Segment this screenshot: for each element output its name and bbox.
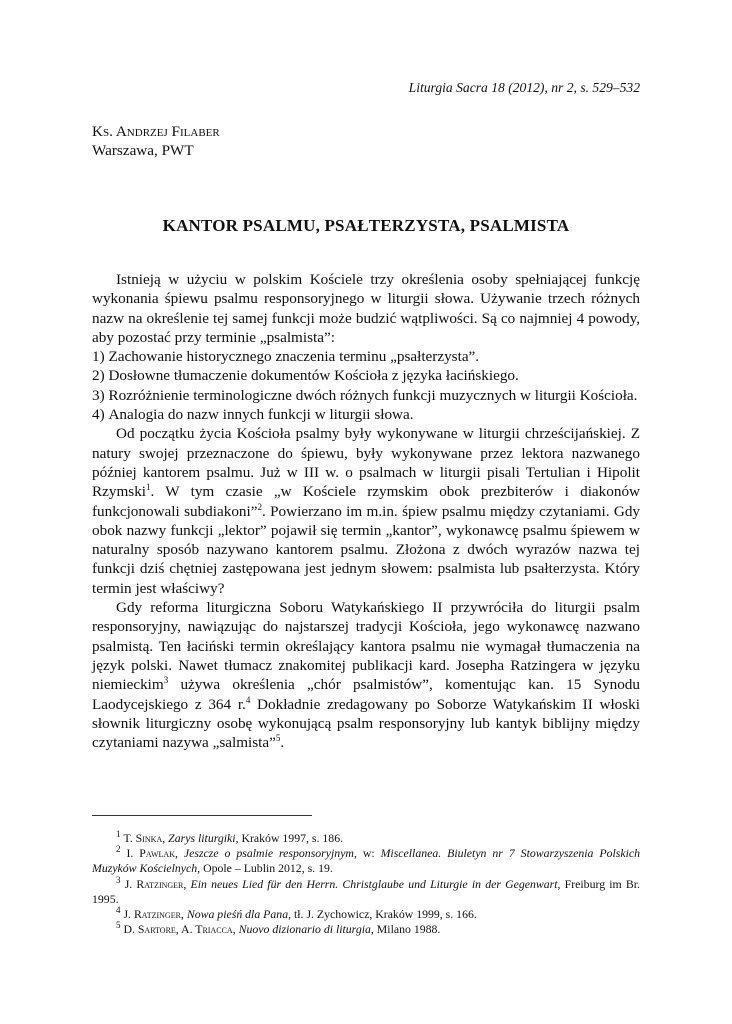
footnote-details: , w: [353,846,381,861]
text-run: używa określenia „chór psalmistów”, komentując kan. 15 Synodu Laodycejskiego z 364 r. [92,676,640,713]
reasons-list [92,347,640,424]
footnote-details: , Freiburg im Br. 1995. [92,876,641,906]
paragraph-history [92,424,640,598]
footnote-author: I. Pawlak [126,846,175,861]
list-item: 1) Zachowanie historycznego znaczenia terminu „psałterzysta”. [92,348,480,366]
footnote-title: Nuovo dizionario di liturgia [238,922,371,937]
footnote-title: Jeszcze o psalmie responsoryjnym [183,846,354,861]
footnote-details: , Kraków 1997, s. 186. [235,831,344,845]
footnote: $^1$ T. Sinka, Zarys liturgiki, Kraków 1997, s. 186. [116,829,344,845]
author-name: Ks. Andrzej Filaber [92,123,220,140]
footnote-author: T. Sinka [123,831,163,845]
text-run: . [280,734,285,752]
paragraph-reform [92,598,640,752]
text-run: Od początku życia Kościoła psalmy były wykonywane w liturgii chrześcijańskiej. Z natury swojej przeznaczone do śpiewu, były wykonywane przez lektora nazwanego później kantorem psalmu. Już w III w. o psalmach w liturgii pisali Tertulian i Hipolit Rzymski [92,425,640,501]
footnote-author: D. Sartore, A. Triacca [123,922,233,937]
footnote-author: J. Ratzinger [124,876,184,891]
list-item: 3) Rozróżnienie terminologiczne dwóch różnych funkcji muzycznych w liturgii Kościoła. [92,386,638,404]
author-affiliation: Warszawa, PWT [92,142,194,159]
text-run: . W tym czasie „w Kościele rzymskim obok prezbiterów i diakonów funkcjonowali subdiakoni” [92,483,640,520]
footnote-number: 3 [116,874,121,885]
footnote-title: Ein neues Lied für den Herrn. Christglaube und Liturgie in der Gegenwart [190,876,558,891]
list-item: 2) Dosłowne tłumaczenie dokumentów Kościoła z języka łacińskiego. [92,367,519,385]
footnote-details: , tł. J. Zychowicz, Kraków 1999, s. 166. [288,907,477,922]
footnote-ref: 4 [245,694,251,705]
footnote-number: 2 [116,844,121,855]
footnote: $^3$ J. Ratzinger, Ein neues Lied für den Herrn. Christglaube und Liturgie in der Gegenwart, Freiburg im Br. 1995. [92,874,641,906]
article-body [92,270,640,752]
paragraph-intro: Istnieją w użyciu w polskim Kościele trzy określenia osoby spełniającej funkcję wykonania śpiewu psalmu responsoryjnego w liturgii słowa. Używanie trzech różnych nazw na określenie tej samej funkcji może budzić wątpliwości. Są co najmniej 4 powody, aby pozostać przy terminie „psalmista”: [92,271,640,346]
footnote-number: 1 [116,829,121,840]
article-title: KANTOR PSALMU, PSAŁTERZYSTA, PSALMISTA [162,216,570,235]
footnote: $^2$ I. Pawlak, Jeszcze o psalmie responsoryjnym, w: Miscellanea. Biuletyn nr 7 Stowarzyszenia Polskich Muzyków Kościelnych, Opole – Lublin 2012, s. 19. [92,844,640,876]
footnote-author: J. Ratzinger [123,907,181,922]
author-block [92,122,220,160]
footnote-divider [92,815,312,816]
text-run: Gdy reforma liturgiczna Soboru Watykańskiego II przywróciła do liturgii psalm responsoryjny, nawiązując do najstarszej tradycji Kościoła, jego wykonawcę nazwano psalmistą. Ten łaciński termin określający kantora psalmu nie wymagał tłumaczenia na język polski. Nawet tłumacz znakomitej publikacji kard. Josepha Ratzingera w języku niemieckim [92,599,640,694]
footnote: $^5$ D. Sartore, A. Triacca, Nuovo dizionario di liturgia, Milano 1988. [116,920,441,937]
footnote-number: 4 [116,905,121,916]
text-run: . Powierzano im m.in. śpiew psalmu między czytaniami. Gdy obok nazwy funkcji „lektor” pojawił się termin „kantor”, wykonawcę psalmu śpiewem w naturalny sposób nazywano kantorem psalmu. Złożona z dwóch wyrazów nazwa tej funkcji dziś chętniej zastępowana jest jednym słowem: psalmista lub psałterzysta. Który termin jest właściwy? [92,502,641,597]
footnote-number: 5 [116,920,121,931]
footnote-title: Nowa pieśń dla Pana [186,907,289,922]
footnote-details: , Opole – Lublin 2012, s. 19. [197,861,333,876]
footnote-ref: 5 [275,733,281,744]
footnote-ref: 3 [163,675,169,686]
footnote-title: Miscellanea. Biuletyn nr 7 Stowarzyszenia Polskich Muzyków Kościelnych [92,846,640,876]
footnote-title: Zarys liturgiki [168,831,236,845]
footnote-details: , Milano 1988. [370,922,441,937]
text-run: Dokładnie zredagowany po Soborze Watykańskim II włoski słownik liturgiczny osobę wykonującą psalm responsoryjny lub kantyk biblijny między czytaniami nazywa „salmista” [92,695,640,752]
footnote: $^4$ J. Ratzinger, Nowa pieśń dla Pana, tł. J. Zychowicz, Kraków 1999, s. 166. [116,905,477,922]
footnote-ref: 1 [146,482,151,493]
footnotes [92,831,640,937]
journal-citation: Liturgia Sacra 18 (2012), nr 2, s. 529–532 [408,80,640,95]
footnote-ref: 2 [257,501,262,512]
list-item: 4) Analogia do nazw innych funkcji w liturgii słowa. [92,406,414,424]
